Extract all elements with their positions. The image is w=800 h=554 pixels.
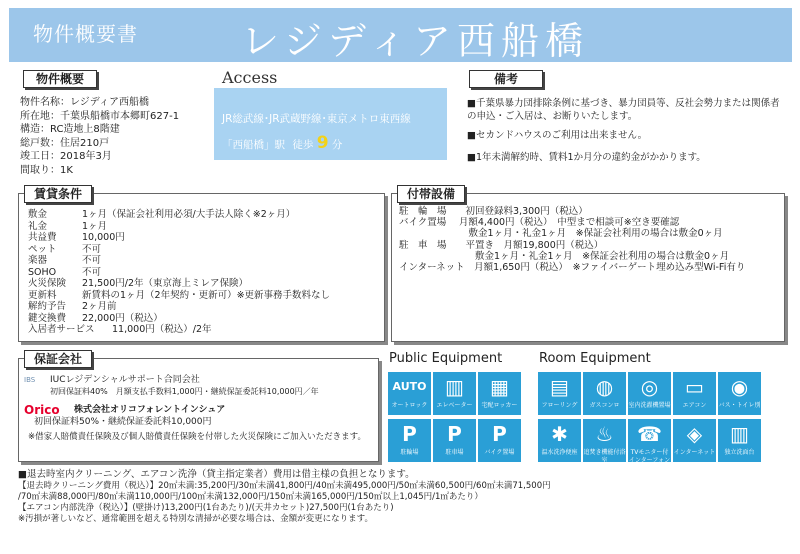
facility-line: 駐 車 場 平置き 月額19,800円（税込） <box>399 239 604 251</box>
facility-line: 敷金1ヶ月・礼金1ヶ月 ※保証会社利用の場合は敷金0ヶ月 <box>399 228 723 240</box>
access-lines: JR総武線･JR武蔵野線･東京メトロ東西線 <box>222 113 411 125</box>
rental-row <box>28 324 380 336</box>
header-banner <box>9 8 792 62</box>
bicycle-parking-icon: P 駐輪場 <box>388 419 431 462</box>
notes-list <box>467 97 785 164</box>
rental-value: 1ヶ月 <box>82 220 108 232</box>
orico-name: 株式会社オリコフォレントインシュア <box>74 405 226 415</box>
facility-line: バイク置場 月額4,400円（税込） 中型まで相談可※空き要確認 <box>399 217 680 229</box>
notes-item: ■千葉県暴力団排除条例に基づき、暴力団員等、反社会勢力または関係者の申込・ご入居は、お断りいたします。 <box>467 98 780 122</box>
separate-bath-toilet-icon: ◉ バス・トイレ別 <box>718 372 761 415</box>
rental-row <box>28 232 380 244</box>
washlet-icon: ✱ 温水洗浄便座 <box>538 419 581 462</box>
overview-tag: 物件概要 <box>23 70 97 88</box>
rental-value: 21,500円/2年（東京海上ミレア保険） <box>82 278 248 289</box>
overview-line: 物件名称：レジディア西船橋 <box>20 97 149 108</box>
public-equipment-title: Public Equipment <box>389 351 503 366</box>
rental-row <box>28 267 380 279</box>
ibs-row <box>24 374 374 386</box>
elevator-icon: ▥ エレベーター <box>433 372 476 415</box>
rental-key: SOHO <box>28 266 57 278</box>
rental-key: 楽器 <box>28 255 48 266</box>
facility-line: インターネット 月額1,650円（税込） ※ファイバーゲート埋め込み型Wi-Fi有り <box>399 262 746 274</box>
overview-line: 竣工日：2018年3月 <box>20 151 112 162</box>
notes-tag: 備考 <box>469 70 543 88</box>
access-heading: Access <box>222 68 278 87</box>
orico-logo: Orico <box>24 403 60 417</box>
tv-intercom-icon: ☎ TVモニター付インターフォン <box>628 419 671 462</box>
rental-row <box>28 278 380 290</box>
rental-row <box>28 290 380 302</box>
overview-line: 構造：RC造地上8階建 <box>20 124 120 135</box>
overview-line: 総戸数：住居210戸 <box>20 137 110 149</box>
rental-row <box>28 313 380 325</box>
orico-terms: 初回保証料50%・継続保証委託料10,000円 <box>34 417 212 427</box>
rental-row <box>28 244 380 256</box>
overview-line: 間取り：1K <box>20 164 73 176</box>
rental-value: 不可 <box>82 266 102 278</box>
washer-space-icon: ◎ 室内洗濯機置場 <box>628 372 671 415</box>
footer-line: 【エアコン内部洗浄（税込）】(壁掛け)13,200円(1台あたり)/(天井カセット)27,500円(1台あたり) <box>18 503 394 513</box>
delivery-locker-icon: ▦ 宅配ロッカー <box>478 372 521 415</box>
ibs-terms: 初回保証料40% 月額支払手数料1,000円・継続保証委託料10,000円／年 <box>50 387 319 396</box>
ibs-logo: IBS <box>24 376 36 384</box>
reheat-bath-icon: ♨ 追焚き機能付浴室 <box>583 419 626 462</box>
ibs-name: IUCレジデンシャルサポート合同会社 <box>50 375 200 385</box>
rental-key: 鍵交換費 <box>28 312 67 324</box>
walk-unit: 分 <box>331 139 343 151</box>
facility-line: 敷金1ヶ月・礼金1ヶ月 ※保証会社利用の場合は敷金0ヶ月 <box>399 250 730 262</box>
facilities-list <box>399 206 783 273</box>
rental-key: 礼金 <box>28 220 48 232</box>
air-conditioner-icon: ▭ エアコン <box>673 372 716 415</box>
rental-value: 10,000円 <box>82 232 125 243</box>
rental-row <box>28 209 380 221</box>
rental-key: 解約予告 <box>28 301 67 312</box>
rental-value: 不可 <box>82 243 102 255</box>
car-parking-icon: P 駐車場 <box>433 419 476 462</box>
document-subtitle: 物件概要書 <box>33 22 138 46</box>
access-panel <box>214 88 447 160</box>
rental-key: ペット <box>28 243 57 255</box>
rental-table <box>28 209 380 336</box>
footer-line: /70㎡未満88,000円/80㎡未満110,000円/100㎡未満132,000円/150㎡未満165,000円/150㎡以上1,045円/1㎡あたり） <box>18 492 483 502</box>
rental-value: 22,000円（税込） <box>82 312 163 324</box>
overview-line: 所在地：千葉県船橋市本郷町627-1 <box>20 110 180 122</box>
motorcycle-parking-icon: P バイク置場 <box>478 419 521 462</box>
orico-row <box>24 404 374 416</box>
rental-row <box>28 221 380 233</box>
autolock-icon: AUTO オートロック <box>388 372 431 415</box>
internet-icon: ◈ インターネット <box>673 419 716 462</box>
walk-minutes: 9 <box>316 133 329 153</box>
facilities-tag: 付帯設備 <box>397 185 465 203</box>
facility-line: 駐 輪 場 初回登録料3,300円（税込） <box>399 206 588 217</box>
rental-key: 共益費 <box>28 232 57 243</box>
guarantor-tag: 保証会社 <box>24 350 92 368</box>
rental-tag: 賃貸条件 <box>24 185 92 203</box>
rental-value: 新賃料の1ヶ月（2年契約・更新可）※更新事務手数料なし <box>82 289 331 301</box>
rental-row <box>28 301 380 313</box>
footer-line: 【退去時クリーニング費用（税込）】20㎡未満:35,200円/30㎡未満41,800円/40㎡未満495,000円/50㎡未満60,500円/60㎡未満71,500円 <box>18 481 551 491</box>
vanity-icon: ▥ 独立洗面台 <box>718 419 761 462</box>
access-walk <box>222 133 439 153</box>
room-equipment-title: Room Equipment <box>539 351 651 366</box>
rental-key: 火災保険 <box>28 278 67 289</box>
footer-line: ※汚損が著しいなど、通常範囲を超える特別な清掃が必要な場合は、金額が変更になります。 <box>18 514 373 524</box>
notes-item: ■セカンドハウスのご利用は出来ません。 <box>467 130 648 141</box>
rental-key: 更新料 <box>28 289 57 301</box>
flooring-icon: ▤ フローリング <box>538 372 581 415</box>
rental-value: 不可 <box>82 255 102 266</box>
footer-line: ■退去時室内クリーニング、エアコン洗浄（貸主指定業者）費用は借主様の負担となります。 <box>18 469 415 480</box>
footer-notes <box>18 468 788 525</box>
overview-list <box>20 96 215 177</box>
rental-value: 2ヶ月前 <box>82 301 117 312</box>
rental-key: 敷金 <box>28 209 48 220</box>
rental-key: 入居者サービス <box>28 324 95 335</box>
rental-value: 11,000円（税込）/2年 <box>112 324 212 335</box>
property-title: レジディア西船橋 <box>241 19 590 63</box>
guarantor-content <box>24 374 374 443</box>
rental-row <box>28 255 380 267</box>
station-name: 「西船橋」駅 <box>222 139 285 151</box>
gas-stove-icon: ◍ ガスコンロ <box>583 372 626 415</box>
rental-value: 1ヶ月（保証会社利用必須/大手法人除く※2ヶ月） <box>82 209 296 220</box>
insurance-note: ※借家人賠償責任保険及び個人賠償責任保険を付帯した火災保険にご加入いただきます。 <box>28 432 366 442</box>
walk-label: 徒歩 <box>292 139 314 151</box>
notes-item: ■1年未満解約時、賃料1か月分の違約金がかかります。 <box>467 152 706 163</box>
